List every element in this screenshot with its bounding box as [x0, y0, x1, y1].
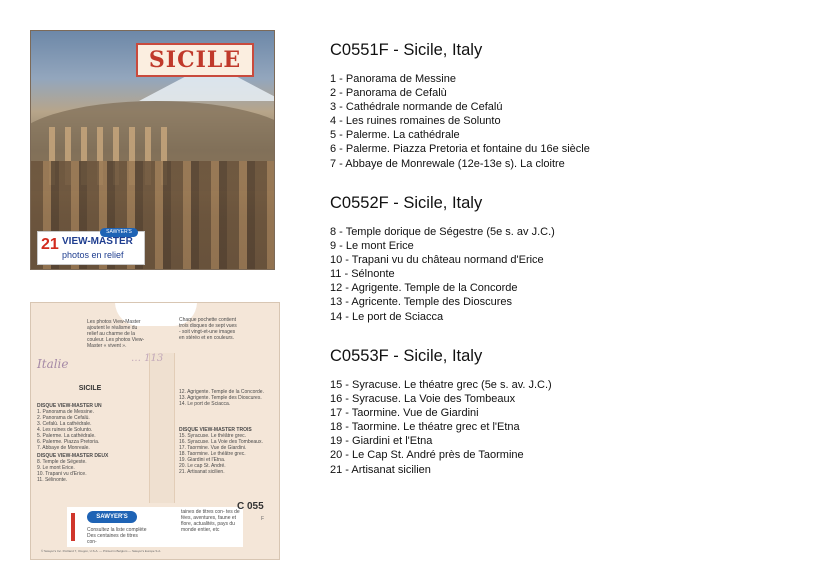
list-item: 10 - Trapani vu du château normand d'Erice — [330, 254, 544, 267]
consult-catalog-text: Consultez la liste complète Des centaines de titres con- — [87, 527, 147, 545]
list-item: 9. Le mont Erice. — [37, 465, 75, 471]
list-item: 4. Les ruines de Solunto. — [37, 427, 93, 433]
list-item: 17. Taormine. Vue de Giardini. — [179, 445, 247, 451]
list-item: 20. Le cap St. André. — [179, 463, 226, 469]
set-items — [330, 378, 800, 477]
list-item: 15 - Syracuse. Le théatre grec (5e s. av. J.C.) — [330, 379, 552, 391]
copyright-fine-print: © Sawyer's Inc. Portland 7, Oregon, U.S.A. — Printed in Belgium — Sawyer's Europe S.A. — [41, 549, 162, 553]
brand-tagline: photos en relief — [62, 250, 124, 260]
set-items — [330, 225, 800, 324]
list-item: 6. Palerme. Piazza Pretoria. — [37, 439, 100, 445]
set-title: C0553F - Sicile, Italy — [330, 347, 483, 365]
list-item: 3 - Cathédrale normande de Cefalú — [330, 101, 503, 114]
list-item: 13. Agrigente. Temple des Dioscures. — [179, 395, 262, 401]
list-item: 8 - Temple dorique de Ségestre (5e s. av J.C.) — [330, 226, 555, 238]
set-title: C0551F - Sicile, Italy — [330, 41, 483, 59]
list-item: 14. Le port de Sciacca. — [179, 401, 231, 407]
viewmaster-brand-box — [37, 231, 145, 265]
disc-two-list — [37, 453, 108, 483]
list-item: 20 - Le Cap St. André près de Taormine — [330, 449, 524, 462]
sawyers-logo: SAWYER'S — [87, 511, 137, 523]
list-item: 3. Cefalù. La cathédrale. — [37, 421, 92, 427]
list-item: 17 - Taormine. Vue de Giardini — [330, 407, 479, 420]
disc-three-list — [179, 427, 274, 475]
reel-slot — [149, 353, 175, 503]
red-accent-strip — [71, 513, 75, 541]
list-item: 5. Palerme. La cathédrale. — [37, 433, 96, 439]
set-section-c0551f — [330, 39, 800, 192]
handwritten-note: Italie — [37, 357, 69, 371]
sawyers-logo-small: SAWYER'S — [100, 228, 138, 237]
list-item: 11 - Sélnonte — [330, 268, 395, 281]
set-listing — [330, 39, 800, 498]
list-item: 12. Agrigente. Temple de la Concorde. — [179, 389, 264, 395]
list-item: 19. Giardini et l'Etna. — [179, 457, 226, 463]
disc-two-heading: DISQUE VIEW-MASTER DEUX — [37, 453, 109, 459]
set-count-badge: 21 — [41, 236, 59, 253]
disc-two-continued-list — [179, 389, 274, 407]
back-intro-left: Les photos View-Master ajoutent le réalisme du relief au charme de la couleur. Les photos View-Master « vivent ». — [87, 319, 145, 349]
back-cover-title: SICILE — [78, 385, 102, 392]
back-intro-right: Chaque pochette contient trois disques de sept vues - soit vingt-et-une images en stéréo et en couleurs. — [179, 317, 237, 341]
list-item: 4 - Les ruines romaines de Solunto — [330, 115, 501, 128]
list-item: 21 - Artisanat sicilien — [330, 463, 431, 476]
disc-one-heading: DISQUE VIEW-MASTER UN — [37, 403, 102, 409]
list-item: 16 - Syracuse. La Voie des Tombeaux — [330, 393, 516, 406]
list-item: 14 - Le port de Sciacca — [330, 310, 444, 323]
front-cover-title: SICILE — [136, 43, 254, 77]
list-item: 1. Panorama de Messine. — [37, 409, 94, 415]
product-code-suffix: F — [261, 516, 265, 522]
set-items — [330, 72, 800, 171]
list-item: 8. Temple de Ségeste. — [37, 459, 87, 465]
list-item: 7 - Abbaye de Monrewale (12e-13e s). La cloitre — [330, 157, 565, 170]
list-item: 1 - Panorama de Messine — [330, 73, 456, 85]
list-item: 16. Syracuse. La Voie des Tombeaux. — [179, 439, 263, 445]
pencil-mark: … 113 — [131, 353, 164, 364]
list-item: 21. Artisanat sicilien. — [179, 469, 225, 475]
set-title: C0552F - Sicile, Italy — [330, 194, 483, 212]
disc-three-heading: DISQUE VIEW-MASTER TROIS — [179, 427, 252, 433]
list-item: 18 - Taormine. Le théatre grec et l'Etna — [330, 421, 520, 434]
list-item: 15. Syracuse. Le théâtre grec. — [179, 433, 246, 439]
list-item: 7. Abbaye de Monreale. — [37, 445, 90, 451]
list-item: 5 - Palerme. La cathédrale — [330, 129, 460, 142]
set-section-c0553f — [330, 345, 800, 498]
list-item: 9 - Le mont Erice — [330, 240, 414, 253]
list-item: 11. Sélinonte. — [37, 477, 68, 483]
back-cover-image — [30, 302, 280, 560]
list-item: 18. Taormine. Le théâtre grec. — [179, 451, 246, 457]
list-item: 2 - Panorama de Cefalù — [330, 87, 447, 100]
disc-one-list — [37, 403, 102, 451]
front-cover-image — [30, 30, 275, 270]
list-item: 12 - Agrigente. Temple de la Concorde — [330, 282, 518, 295]
product-code: C 055 — [237, 501, 264, 512]
list-item: 19 - Giardini et l'Etna — [330, 435, 433, 448]
list-item: 2. Panorama de Cefalù. — [37, 415, 90, 421]
catalog-topics-text: taines de titres con- tes de fées, aventures, faune et flore, actualités, pays du monde entier, etc — [181, 509, 240, 533]
brand-label: VIEW-MASTER — [62, 236, 133, 247]
set-section-c0552f — [330, 192, 800, 345]
list-item: 6 - Palerme. Piazza Pretoria et fontaine du 16e siècle — [330, 143, 590, 156]
list-item: 10. Trapani vu d'Erice. — [37, 471, 87, 477]
list-item: 13 - Agricente. Temple des Dioscures — [330, 296, 512, 309]
